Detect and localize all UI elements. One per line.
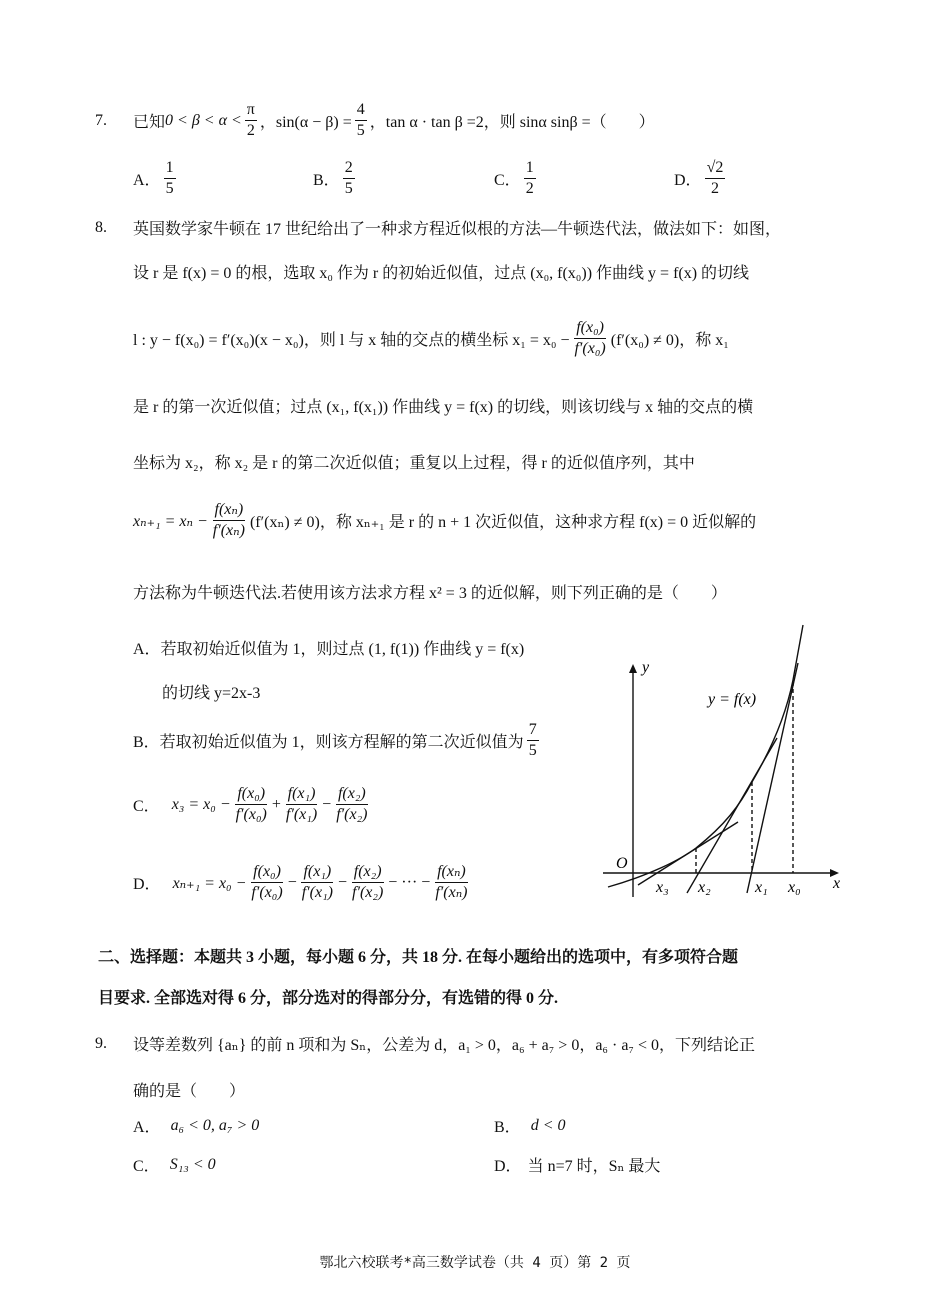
fraction <box>343 158 355 199</box>
fraction <box>433 862 469 903</box>
x1-label: x₁ <box>755 879 768 896</box>
q9-line: 确的是（ ） <box>133 1083 246 1100</box>
option-label: D． <box>133 876 161 893</box>
question-7 <box>95 100 655 141</box>
fraction <box>245 100 257 141</box>
x-label: x <box>833 875 841 892</box>
denominator: 5 <box>528 742 537 759</box>
q8-line-7 <box>133 580 727 603</box>
q8-line: 坐标为 x₂，称 x₂ 是 r 的第二次近似值；重复以上过程，得 r 的近似值序列，其中 <box>133 455 695 472</box>
q9-option-a[interactable] <box>133 1114 259 1137</box>
option-text: A．若取初始近似值为 1，则过点 (1, f(1)) 作曲线 y = f(x) <box>133 641 525 658</box>
x2-label: x₂ <box>698 879 711 896</box>
curve-label: y = f(x) <box>708 691 757 708</box>
ellipsis: − ··· − <box>388 873 431 891</box>
q9-line: 设等差数列 {aₙ} 的前 n 项和为 Sₙ，公差为 d，a₁ > 0，a₆ + a₇ > 0，a₆ · a₇ < 0，下列结论正 <box>133 1037 756 1054</box>
denominator: f′(x₂) <box>352 884 384 901</box>
denominator: 5 <box>356 122 365 139</box>
q8-line: 英国数学家牛顿在 17 世纪给出了一种求方程近似根的方法—牛顿迭代法，做法如下：如图， <box>133 221 782 238</box>
denominator: f′(x₀) <box>235 806 267 823</box>
denominator: f′(x₂) <box>336 806 368 823</box>
option-label: C． <box>133 1158 160 1175</box>
newton-method-figure <box>590 620 850 910</box>
denominator: f′(xₙ) <box>435 884 468 901</box>
fraction <box>355 100 367 141</box>
numerator: f(xₙ) <box>435 862 468 883</box>
option-text: 的切线 y=2x-3 <box>162 685 261 702</box>
numerator: π <box>245 100 257 121</box>
fraction <box>524 158 536 199</box>
option-label: B． <box>494 1119 521 1136</box>
q8-option-d[interactable]: D． xₙ₊₁ = x₀ − $\frac{\text{f(x₀)}}{\text{f′(x₀)}}$ − $\frac{\text{f(x₁)}}{\text{f′(x₁)}}$ − $\frac{\text{f(x₂)}}{\text{f′(x₂)}}$ − ··· − $\frac{\text{f(xₙ)}}{\text{f′(xₙ)}}$ <box>133 863 468 901</box>
fraction <box>164 158 176 199</box>
section-2-heading-cont <box>98 985 558 1008</box>
numerator: 4 <box>355 100 367 121</box>
option-text: 当 n=7 时，Sₙ 最大 <box>527 1158 661 1175</box>
q8-option-c[interactable]: C． x₃ = x₀ − $\frac{\text{f(x₀)}}{\text{f′(x₀)}}$ + $\frac{\text{f(x₁)}}{\text{f′(x₁)}}$ − $\frac{\text{f(x₂)}}{\text{f′(x₂)}}$ <box>133 785 368 823</box>
option-label: C． <box>494 172 521 189</box>
numerator: f(x₀) <box>574 318 606 339</box>
numerator: f(x₂) <box>352 862 384 883</box>
numerator: 7 <box>527 720 539 741</box>
q8-line: 是 r 的第一次近似值；过点 (x₁, f(x₁)) 作曲线 y = f(x) 的切线，则该切线与 x 轴的交点的横 <box>133 399 754 416</box>
denominator: f′(x₀) <box>251 884 283 901</box>
q9-option-b[interactable] <box>494 1114 565 1137</box>
fraction <box>527 720 539 761</box>
q8-line-3 <box>133 318 729 359</box>
denominator: f′(x₁) <box>285 806 318 823</box>
fraction <box>211 500 247 541</box>
page-footer: 鄂北六校联考*高三数学试卷（共 4 页）第 2 页 <box>319 1255 631 1271</box>
section-2-heading <box>98 944 738 967</box>
origin-label: O <box>616 855 628 872</box>
fraction <box>334 784 369 825</box>
q7-option-a[interactable] <box>133 158 179 199</box>
fraction <box>284 784 319 825</box>
q7-option-c[interactable] <box>494 158 539 199</box>
option-label: A． <box>133 1119 161 1136</box>
numerator: f(x₁) <box>301 862 333 883</box>
fraction <box>705 158 726 199</box>
q8-line: (f′(x₀) ≠ 0)，称 x₁ <box>610 332 729 349</box>
option-text: d < 0 <box>530 1116 566 1134</box>
x3-label: x₃ <box>656 879 669 896</box>
q8-line-6 <box>133 500 756 541</box>
denominator: 2 <box>525 180 534 197</box>
q9-option-c[interactable] <box>133 1153 216 1176</box>
q9-option-d[interactable] <box>494 1153 660 1176</box>
numerator: 1 <box>524 158 536 179</box>
q7-sin: ，sin(α − β) = <box>259 114 352 131</box>
q8-line-5 <box>133 450 695 473</box>
numerator: 2 <box>343 158 355 179</box>
numerator: f(x₀) <box>235 784 267 805</box>
denominator: 2 <box>710 180 719 197</box>
q7-condition: 0 < β < α < <box>165 111 242 129</box>
denominator: f′(xₙ) <box>212 522 245 539</box>
section-text: 二、选择题：本题共 3 小题，每小题 6 分，共 18 分. 在每小题给出的选项中，有多项符合题 <box>98 949 739 966</box>
tangent-line <box>638 822 738 885</box>
q8-line-2 <box>133 260 749 283</box>
question-number: 7. <box>95 111 107 129</box>
q7-tan: ，tan α · tan β =2，则 sinα sinβ =（ ） <box>369 114 655 131</box>
option-text: a₆ < 0, a₇ > 0 <box>170 1116 260 1134</box>
q8-option-a[interactable] <box>133 636 524 659</box>
q8-option-b[interactable] <box>133 720 542 761</box>
y-label: y <box>642 659 650 676</box>
fraction <box>249 862 284 903</box>
numerator: f(x₀) <box>251 862 283 883</box>
q7-option-b[interactable] <box>313 158 358 199</box>
numerator: f(x₁) <box>286 784 318 805</box>
denominator: f′(x₀) <box>574 340 606 357</box>
numerator: f(x₂) <box>336 784 368 805</box>
fraction <box>234 784 269 825</box>
fraction <box>300 862 335 903</box>
denominator: 2 <box>246 122 255 139</box>
q9-line-2 <box>133 1078 245 1101</box>
q8-line: 设 r 是 f(x) = 0 的根，选取 x₀ 作为 r 的初始近似值，过点 (x₀, f(x₀)) 作曲线 y = f(x) 的切线 <box>133 265 750 282</box>
numerator: f(xₙ) <box>213 500 246 521</box>
q7-text: 已知 <box>133 114 166 131</box>
question-number: 9. <box>95 1034 107 1052</box>
option-label: A． <box>133 172 161 189</box>
fraction <box>350 862 385 903</box>
option-expr: x₃ = x₀ − <box>171 795 231 813</box>
section-text: 目要求. 全部选对得 6 分，部分选对的得部分分，有选错的得 0 分. <box>98 990 559 1007</box>
x0-label: x₀ <box>788 879 801 896</box>
option-text: S₁₃ < 0 <box>169 1155 216 1173</box>
question-9 <box>95 1032 755 1055</box>
denominator: 5 <box>165 180 174 197</box>
q8-line: l : y − f(x₀) = f′(x₀)(x − x₀)，则 l 与 x 轴的交点的横坐标 x₁ = x₀ − <box>133 332 570 349</box>
q8-line: xₙ₊₁ = xₙ − <box>133 512 208 530</box>
fraction <box>572 318 607 359</box>
denominator: 5 <box>344 180 353 197</box>
option-label: B． <box>313 172 340 189</box>
denominator: f′(x₁) <box>301 884 333 901</box>
curve <box>608 625 803 887</box>
option-label: C． <box>133 798 160 815</box>
q8-line: 方法称为牛顿迭代法.若使用该方法求方程 x² = 3 的近似解，则下列正确的是（ ） <box>133 585 727 602</box>
q8-line: (f′(xₙ) ≠ 0)，称 xₙ₊₁ 是 r 的 n + 1 次近似值，这种求方程 f(x) = 0 近似解的 <box>249 514 757 531</box>
q7-option-d[interactable] <box>674 158 728 199</box>
q8-line-4 <box>133 394 753 417</box>
numerator: √2 <box>705 158 726 179</box>
question-number: 8. <box>95 218 107 236</box>
option-label: D． <box>494 1158 522 1175</box>
arrow-icon <box>629 664 637 673</box>
q8-option-a-cont <box>162 680 260 703</box>
numerator: 1 <box>164 158 176 179</box>
option-label: D． <box>674 172 702 189</box>
question-8 <box>95 216 781 239</box>
option-expr: xₙ₊₁ = x₀ − <box>172 874 247 892</box>
option-text: B．若取初始近似值为 1，则该方程解的第二次近似值为 <box>133 734 524 751</box>
